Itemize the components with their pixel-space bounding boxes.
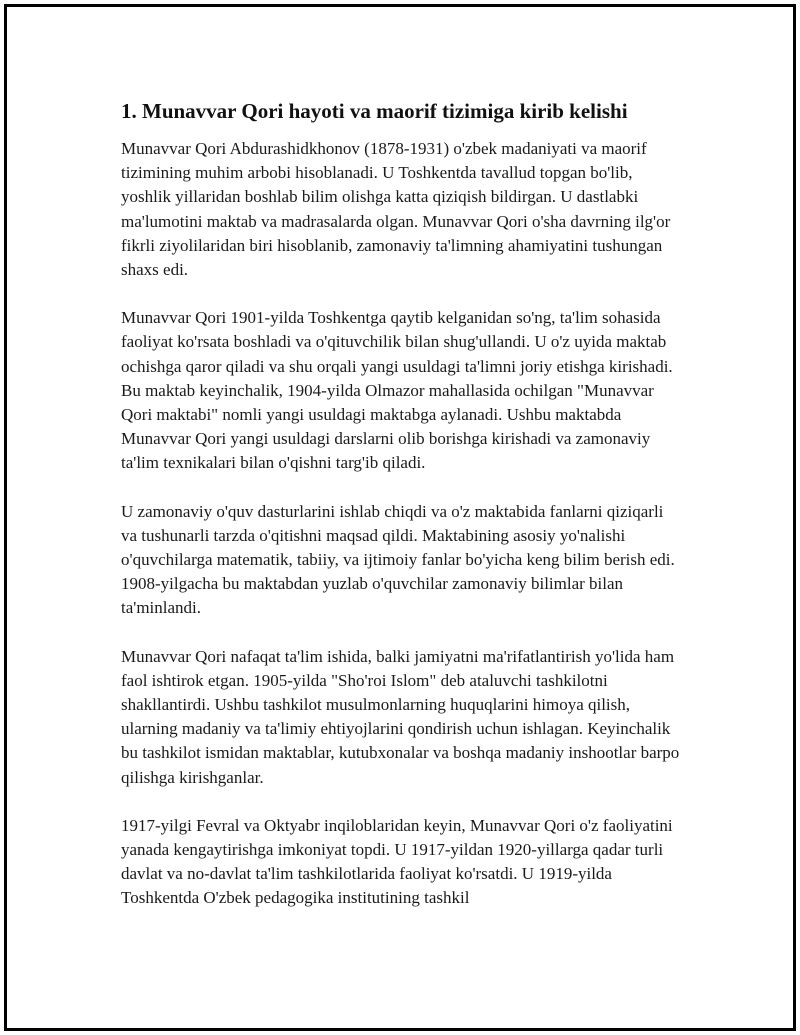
paragraph-3: U zamonaviy o'quv dasturlarini ishlab chiqdi va o'z maktabida fanlarni qiziqarli va tushunarli tarzda o'qitishni maqsad qildi. Maktabining asosiy yo'nalishi o'quvchilarga matematik, tabiiy, va ijtimoiy fanlar bo'yicha keng bilim berish edi. 1908-yilgacha bu maktabdan yuzlab o'quvchilar zamonaviy bilimlar bilan ta'minlandi. bbox=[121, 501, 675, 618]
paragraph-4: Munavvar Qori nafaqat ta'lim ishida, balki jamiyatni ma'rifatlantirish yo'lida ham faol ishtirok etgan. 1905-yilda "Sho'roi Islom" deb ataluvchi tashkilotni shakllantirdi. Ushbu tashkilot musulmonlarning huquqlarini himoya qilish, ularning madaniy va ta'limiy ehtiyojlarini qondirish uchun ishlagan. Keyinchalik bu tashkilot ismidan maktablar, kutubxonalar va boshqa madaniy inshootlar barpo qilishga kirishganlar. bbox=[121, 646, 680, 787]
page-title: 1. Munavvar Qori hayoti va maorif tizimiga kirib kelishi bbox=[121, 99, 628, 123]
paragraph-5: 1917-yilgi Fevral va Oktyabr inqiloblaridan keyin, Munavvar Qori o'z faoliyatini yanada kengaytirishga imkoniyat topdi. U 1917-yildan 1920-yillarga qadar turli davlat va no-davlat ta'lim tashkilotlarida faoliyat ko'rsatdi. U 1919-yilda Toshkentda O'zbek pedagogika institutining tashkil bbox=[121, 815, 673, 908]
document-body bbox=[121, 97, 681, 935]
paragraph-2: Munavvar Qori 1901-yilda Toshkentga qaytib kelganidan so'ng, ta'lim sohasida faoliyat ko'rsata boshladi va o'qituvchilik bilan shug'ullandi. U o'z uyida maktab ochishga qaror qiladi va shu orqali yangi usuldagi ta'limni joriy etishga kirishadi. Bu maktab keyinchalik, 1904-yilda Olmazor mahallasida ochilgan "Munavvar Qori maktabi" nomli yangi usuldagi maktabga aylanadi. Ushbu maktabda Munavvar Qori yangi usuldagi darslarni olib borishga kirishadi va zamonaviy ta'lim texnikalari bilan o'qishni targ'ib qiladi. bbox=[121, 308, 673, 473]
paragraph-1: Munavvar Qori Abdurashidkhonov (1878-1931) o'zbek madaniyati va maorif tizimining muhim arbobi hisoblanadi. U Toshkentda tavallud topgan bo'lib, yoshlik yillaridan boshlab bilim olishga katta qiziqish bildirgan. U dastlabki ma'lumotini maktab va madrasalarda olgan. Munavvar Qori o'sha davrning ilg'or fikrli ziyolilaridan biri hisoblanib, zamonaviy ta'limning ahamiyatini tushungan shaxs edi. bbox=[121, 139, 671, 280]
page-border bbox=[4, 4, 796, 1031]
